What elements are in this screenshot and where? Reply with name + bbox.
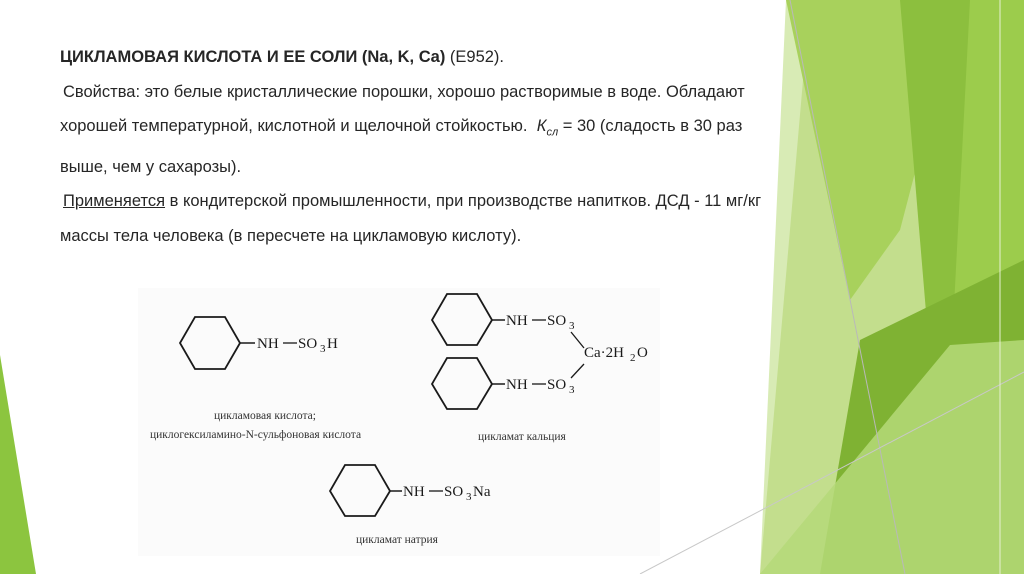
cyclohexane-ring-ca-bottom [432,358,492,409]
ca-top-nh: NH [506,313,528,329]
cyclohexane-ring-ca-top [432,294,492,345]
na-sub3: 3 [466,491,472,503]
ca-bottom-sub3: 3 [569,384,575,396]
green-triangle-left [0,355,36,574]
ca-bottom-nh: NH [506,377,528,393]
properties-text-2: хорошей температурной, кислотной и щелочной стойкостью. [60,117,528,135]
acid-sub3: 3 [320,343,326,355]
chemical-structures-figure [138,288,660,556]
properties-text-4: выше, чем у сахарозы). [60,157,242,176]
application-line-1 [60,184,890,219]
cyclohexane-ring-na [330,465,390,516]
application-label: Применяется [63,192,166,211]
calcium-caption: цикламат кальция [478,431,566,443]
slide-heading [60,40,890,75]
ca-top-sub3: 3 [569,320,575,332]
properties-line-2 [60,109,890,150]
sweetness-coefficient [532,117,559,139]
calcium-cyclamate-structure [432,294,648,443]
properties-text-1: Свойства: это белые кристаллические порошки, хорошо растворимые в воде. Обладают [63,82,745,101]
heading-title: ЦИКЛАМОВАЯ КИСЛОТА И ЕЕ СОЛИ (Na, K, Ca) [60,48,446,66]
na-na: Na [473,484,491,500]
properties-line-1 [60,75,890,110]
application-line-2 [60,219,890,254]
heading-code: (Е952). [445,48,505,66]
slide-text [60,40,890,253]
acid-h: H [327,336,338,352]
k-symbol: К [536,117,547,135]
cyclamic-acid-structure [150,317,361,441]
sodium-caption: цикламат натрия [356,534,438,546]
acid-caption-1: цикламовая кислота; [214,410,316,422]
application-text-1: в кондитерской промышленности, при производстве напитков. ДСД - 11 мг/кг [165,192,762,211]
ca-bottom-so: SO [547,377,567,393]
ca-o: O [637,345,648,361]
ca-center: Ca·2H [584,345,624,361]
application-text-2: массы тела человека (в пересчете на цикламовую кислоту). [60,226,522,245]
ca-sub2: 2 [630,352,636,364]
na-nh: NH [403,484,425,500]
na-so: SO [444,484,464,500]
acid-nh: NH [257,336,279,352]
k-subscript: сл [546,126,559,139]
acid-caption-2: циклогексиламино-N-сульфоновая кислота [150,429,362,441]
properties-line-3 [60,150,890,185]
acid-so: SO [298,336,318,352]
sodium-cyclamate-structure [330,465,491,546]
ca-top-so: SO [547,313,567,329]
cyclohexane-ring-acid [180,317,240,369]
properties-text-3: = 30 (сладость в 30 раз [558,117,743,135]
